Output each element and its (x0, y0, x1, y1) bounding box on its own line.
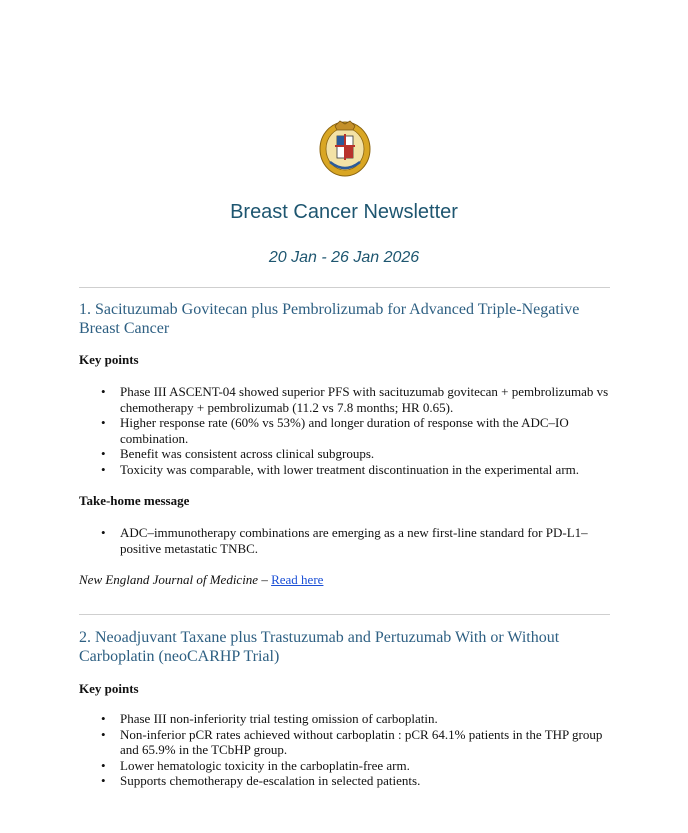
read-here-link[interactable]: Read here (271, 572, 324, 587)
list-item: • Higher response rate (60% vs 53%) and longer duration of response with the ADC–IO combination. (79, 415, 614, 446)
divider (79, 287, 610, 288)
list-item: • ADC–immunotherapy combinations are emerging as a new first-line standard for PD-L1–positive metastatic TNBC. (79, 525, 614, 556)
divider (79, 614, 610, 615)
article-1-source (79, 572, 323, 588)
newsletter-title: Breast Cancer Newsletter (230, 201, 458, 223)
newsletter-date-range: 20 Jan - 26 Jan 2026 (268, 249, 420, 266)
list-item: • Lower hematologic toxicity in the carboplatin-free arm. (79, 758, 614, 774)
source-journal: New England Journal of Medicine (79, 572, 259, 587)
university-crest-icon (318, 118, 372, 178)
article-1-key-points (79, 384, 614, 477)
list-item: • Toxicity was comparable, with lower treatment discontinuation in the experimental arm. (79, 462, 614, 478)
list-item: • Benefit was consistent across clinical subgroups. (79, 446, 614, 462)
list-item: • Phase III ASCENT-04 showed superior PFS with sacituzumab govitecan + pembrolizumab vs chemotherapy + pembrolizumab (11.2 vs 7.8 months; HR 0.65). (79, 384, 614, 415)
list-item: • Non-inferior pCR rates achieved without carboplatin : pCR 64.1% patients in the THP group and 65.9% in the TCbHP group. (79, 727, 614, 758)
list-item: • Supports chemotherapy de-escalation in selected patients. (79, 773, 614, 789)
source-separator: – (258, 572, 272, 587)
article-1-heading: 1. Sacituzumab Govitecan plus Pembrolizumab for Advanced Triple-Negative Breast Cancer (79, 301, 580, 337)
article-2-key-points-label: Key points (79, 681, 139, 696)
article-1-takehome (79, 525, 614, 556)
list-item: • Phase III non-inferiority trial testing omission of carboplatin. (79, 711, 614, 727)
article-1-key-points-label: Key points (79, 352, 139, 367)
article-2-heading: 2. Neoadjuvant Taxane plus Trastuzumab and Pertuzumab With or Without Carboplatin (neoCARHP Trial) (79, 629, 560, 665)
article-2-key-points (79, 711, 614, 789)
article-1-takehome-label: Take-home message (79, 493, 190, 508)
